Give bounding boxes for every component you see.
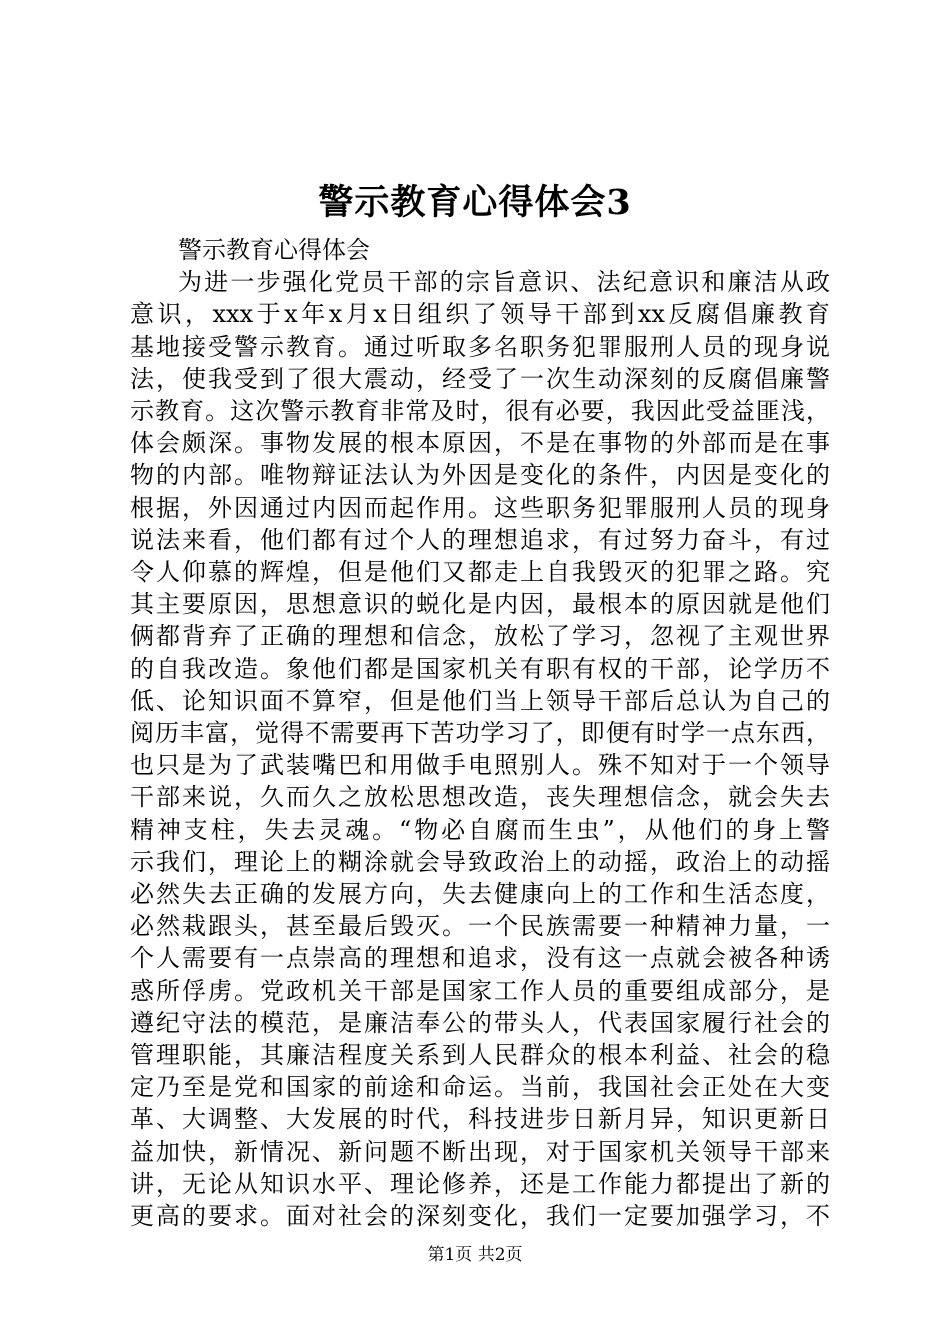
page-footer: 第1页 共2页 bbox=[427, 1245, 523, 1265]
paragraph-line: 低、论知识面不算窄，但是他们当上领导干部后总认为自己的 bbox=[130, 686, 830, 715]
document-subtitle: 警示教育心得体会 bbox=[178, 236, 370, 264]
paragraph-line: 令人仰慕的辉煌，但是他们又都走上自我毁灭的犯罪之路。究 bbox=[130, 558, 830, 587]
paragraph-line: 更高的要求。面对社会的深刻变化，我们一定要加强学习，不 bbox=[130, 1202, 830, 1231]
paragraph-line: 讲，无论从知识水平、理论修养，还是工作能力都提出了新的 bbox=[130, 1169, 830, 1198]
paragraph-line: 必然失去正确的发展方向，失去健康向上的工作和生活态度， bbox=[130, 880, 830, 909]
paragraph-line: 遵纪守法的模范，是廉洁奉公的带头人，代表国家履行社会的 bbox=[130, 1008, 830, 1037]
paragraph-line: 也只是为了武装嘴巴和用做手电照别人。殊不知对于一个领导 bbox=[130, 751, 830, 780]
paragraph-line: 干部来说，久而久之放松思想改造，丧失理想信念，就会失去 bbox=[130, 783, 830, 812]
paragraph-line: 个人需要有一点崇高的理想和追求，没有这一点就会被各种诱 bbox=[130, 944, 830, 973]
paragraph-line: 其主要原因，思想意识的蜕化是内因，最根本的原因就是他们 bbox=[130, 590, 830, 619]
paragraph-line: 意识，xxx于x年x月x日组织了领导干部到xx反腐倡廉教育 bbox=[130, 300, 830, 329]
paragraph-line: 革、大调整、大发展的时代，科技进步日新月异，知识更新日 bbox=[130, 1105, 830, 1134]
paragraph-line: 益加快，新情况、新问题不断出现，对于国家机关领导干部来 bbox=[130, 1137, 830, 1166]
paragraph-line: 示我们，理论上的糊涂就会导致政治上的动摇，政治上的动摇 bbox=[130, 847, 830, 876]
document-title: 警示教育心得体会3 bbox=[318, 182, 632, 223]
paragraph-line: 说法来看，他们都有过个人的理想追求，有过努力奋斗，有过 bbox=[130, 525, 830, 554]
paragraph-line: 基地接受警示教育。通过听取多名职务犯罪服刑人员的现身说 bbox=[130, 332, 830, 361]
paragraph-line: 体会颇深。事物发展的根本原因，不是在事物的外部而是在事 bbox=[130, 429, 830, 458]
paragraph-line: 管理职能，其廉洁程度关系到人民群众的根本利益、社会的稳 bbox=[130, 1041, 830, 1070]
paragraph-line: 俩都背弃了正确的理想和信念，放松了学习，忽视了主观世界 bbox=[130, 622, 830, 651]
paragraph-line: 的自我改造。象他们都是国家机关有职有权的干部，论学历不 bbox=[130, 654, 830, 683]
paragraph bbox=[130, 266, 830, 1232]
paragraph-line: 定乃至是党和国家的前途和命运。当前，我国社会正处在大变 bbox=[130, 1073, 830, 1102]
paragraph-line: 阅历丰富，觉得不需要再下苦功学习了，即便有时学一点东西， bbox=[130, 719, 830, 748]
paragraph-line: 惑所俘虏。党政机关干部是国家工作人员的重要组成部分，是 bbox=[130, 976, 830, 1005]
paragraph-line: 物的内部。唯物辩证法认为外因是变化的条件，内因是变化的 bbox=[130, 461, 830, 490]
paragraph-line: 示教育。这次警示教育非常及时，很有必要，我因此受益匪浅， bbox=[130, 397, 830, 426]
paragraph-line: 精神支柱，失去灵魂。“物必自腐而生虫”，从他们的身上警 bbox=[130, 815, 830, 844]
document-body bbox=[130, 234, 830, 1232]
paragraph-line: 必然栽跟头，甚至最后毁灭。一个民族需要一种精神力量，一 bbox=[130, 912, 830, 941]
paragraph-line: 为进一步强化党员干部的宗旨意识、法纪意识和廉洁从政 bbox=[178, 268, 830, 297]
paragraph-line: 法，使我受到了很大震动，经受了一次生动深刻的反腐倡廉警 bbox=[130, 364, 830, 393]
paragraph-line: 根据，外因通过内因而起作用。这些职务犯罪服刑人员的现身 bbox=[130, 493, 830, 522]
